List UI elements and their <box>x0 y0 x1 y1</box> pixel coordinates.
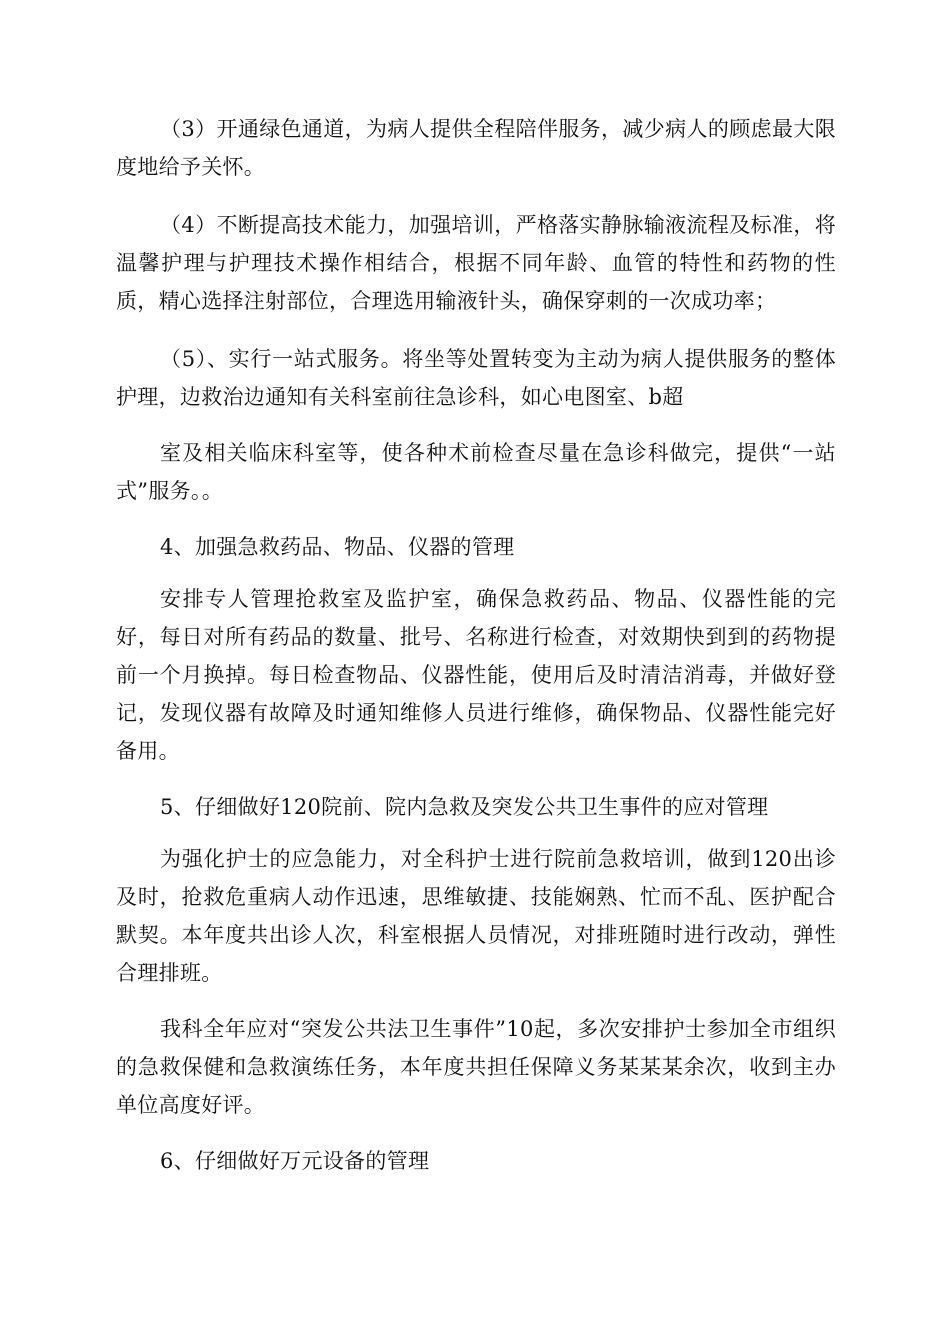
document-body <box>116 110 836 1180</box>
paragraph-public-health-events: 我科全年应对“突发公共法卫生事件”10起，多次安排护士参加全市组织的急救保健和急救演练任务，本年度共担任保障义务某某某余次，收到主办单位高度好评。 <box>116 1017 836 1117</box>
heading-emergency-supplies: 4、加强急救药品、物品、仪器的管理 <box>160 535 515 559</box>
paragraph-one-stop-service: （5）、实行一站式服务。将坐等处置转变为主动为病人提供服务的整体护理，边救治边通知有关科室前往急诊科，如心电图室、b超 <box>116 347 836 409</box>
heading-120-emergency: 5、仔细做好120院前、院内急救及突发公共卫生事件的应对管理 <box>160 795 769 819</box>
paragraph-one-stop-continued: 室及相关临床科室等，使各种术前检查尽量在急诊科做完，提供“一站式”服务。。 <box>116 441 836 503</box>
paragraph-green-channel: （3）开通绿色通道，为病人提供全程陪伴服务，减少病人的顾虑最大限度地给予关怀。 <box>116 117 836 179</box>
heading-equipment-management: 6、仔细做好万元设备的管理 <box>160 1149 430 1173</box>
paragraph-emergency-training: 为强化护士的应急能力，对全科护士进行院前急救培训，做到120出诊及时，抢救危重病人动作迅速，思维敏捷、技能娴熟、忙而不乱、医护配合默契。本年度共出诊人次，科室根据人员情况，对排班随时进行改动，弹性合理排班。 <box>116 847 836 985</box>
paragraph-technical-skills: （4）不断提高技术能力，加强培训，严格落实静脉输液流程及标准，将温馨护理与护理技术操作相结合，根据不同年龄、血管的特性和药物的性质，精心选择注射部位，合理选用输液针头，确保穿刺的一次成功率； <box>116 213 836 313</box>
paragraph-emergency-supplies: 安排专人管理抢救室及监护室，确保急救药品、物品、仪器性能的完好，每日对所有药品的数量、批号、名称进行检查，对效期快到到的药物提前一个月换掉。每日检查物品、仪器性能，使用后及时清洁消毒，并做好登记，发现仪器有故障及时通知维修人员进行维修，确保物品、仪器性能完好备用。 <box>116 587 836 763</box>
